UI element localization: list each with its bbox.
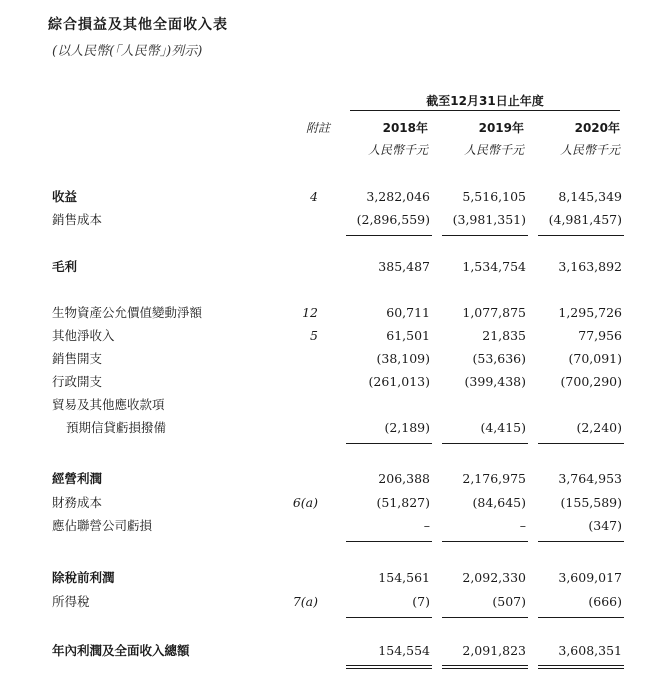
row-label: 預期信貸虧損撥備 [66,420,167,435]
value-2018: 60,711 [386,305,430,320]
row-note: 5 [310,328,318,343]
row-revenue [0,186,646,208]
value-2019: (399,438) [464,374,526,389]
value-2019: 21,835 [482,328,526,343]
value-2019: 5,516,105 [462,189,526,204]
value-2020: (4,981,457) [548,212,622,227]
subtotal-rule [442,617,528,618]
row-label: 收益 [52,189,78,204]
total-double-rule [442,665,528,669]
value-2019: (53,636) [472,351,526,366]
row-label: 除稅前利潤 [52,570,115,585]
unit-header-2020: 人民幣千元 [559,143,620,157]
value-2019: 2,092,330 [462,570,526,585]
row-label: 行政開支 [52,374,103,389]
period-header: 截至12月31日止年度 [426,94,544,108]
row-income-tax [0,591,646,613]
value-2018: 61,501 [386,328,430,343]
value-2020: 8,145,349 [558,189,622,204]
row-label: 貿易及其他應收款項 [52,397,165,412]
row-note: 4 [310,189,318,204]
value-2018: – [423,518,430,533]
value-2019: 1,534,754 [462,259,526,274]
row-bio-assets [0,302,646,324]
year-header-2020: 2020年 [574,121,620,135]
value-2018: 154,561 [378,570,430,585]
value-2018: 206,388 [378,471,430,486]
row-label: 所得稅 [52,594,90,609]
subtotal-rule [538,235,624,236]
row-associate-loss [0,515,646,537]
unit-header-2019: 人民幣千元 [463,143,524,157]
value-2018: (2,896,559) [356,212,430,227]
value-2019: (507) [492,594,526,609]
value-2020: 1,295,726 [558,305,622,320]
row-label: 生物資產公允價值變動淨額 [52,305,203,320]
value-2020: 3,764,953 [558,471,622,486]
value-2018: (2,189) [384,420,430,435]
value-2019: 2,176,975 [462,471,526,486]
year-header-2018: 2018年 [382,121,428,135]
value-2019: 2,091,823 [462,643,526,658]
unit-header-2018: 人民幣千元 [367,143,428,157]
row-label: 其他淨收入 [52,328,115,343]
subtotal-rule [538,617,624,618]
subtotal-rule [346,443,432,444]
row-gross-profit [0,256,646,278]
value-2018: 154,554 [378,643,430,658]
statement-subtitle: (以人民幣(「人民幣」)列示) [52,44,203,59]
value-2020: (155,589) [560,495,622,510]
row-label: 年內利潤及全面收入總額 [52,643,190,658]
value-2019: 1,077,875 [462,305,526,320]
value-2020: (700,290) [560,374,622,389]
value-2020: 3,609,017 [558,570,622,585]
value-2020: 3,163,892 [558,259,622,274]
row-label: 經營利潤 [52,471,103,486]
value-2020: (666) [588,594,622,609]
row-total-comprehensive-income [0,640,646,662]
year-header-2019: 2019年 [478,121,524,135]
row-label: 財務成本 [52,495,103,510]
value-2018: (38,109) [376,351,430,366]
value-2020: (2,240) [576,420,622,435]
row-label: 銷售成本 [52,212,103,227]
period-rule [350,110,620,111]
row-label: 應佔聯營公司虧損 [52,518,153,533]
value-2020: (70,091) [568,351,622,366]
row-other-income [0,325,646,347]
value-2018: 3,282,046 [366,189,430,204]
row-operating-profit [0,468,646,490]
row-label: 毛利 [52,259,78,274]
subtotal-rule [346,235,432,236]
subtotal-rule [346,541,432,542]
value-2019: (3,981,351) [452,212,526,227]
value-2019: (84,645) [472,495,526,510]
subtotal-rule [442,443,528,444]
total-double-rule [538,665,624,669]
value-2020: 77,956 [578,328,622,343]
row-note: 7(a) [292,594,318,609]
row-trade-receivables [0,394,646,416]
row-selling-expenses [0,348,646,370]
row-finance-costs [0,492,646,514]
subtotal-rule [538,541,624,542]
subtotal-rule [538,443,624,444]
value-2020: 3,608,351 [558,643,622,658]
value-2020: (347) [588,518,622,533]
row-label: 銷售開支 [52,351,103,366]
value-2018: (261,013) [368,374,430,389]
value-2018: (51,827) [376,495,430,510]
note-column-header: 附註 [305,121,330,135]
value-2019: (4,415) [480,420,526,435]
row-profit-before-tax [0,567,646,589]
row-cost-of-sales [0,209,646,231]
row-admin-expenses [0,371,646,393]
statement-title: 綜合損益及其他全面收入表 [48,17,228,33]
value-2019: – [519,518,526,533]
value-2018: (7) [412,594,430,609]
row-note: 12 [302,305,318,320]
value-2018: 385,487 [378,259,430,274]
subtotal-rule [442,541,528,542]
total-double-rule [346,665,432,669]
row-ecl-provision [0,417,646,439]
subtotal-rule [442,235,528,236]
subtotal-rule [346,617,432,618]
row-note: 6(a) [292,495,318,510]
